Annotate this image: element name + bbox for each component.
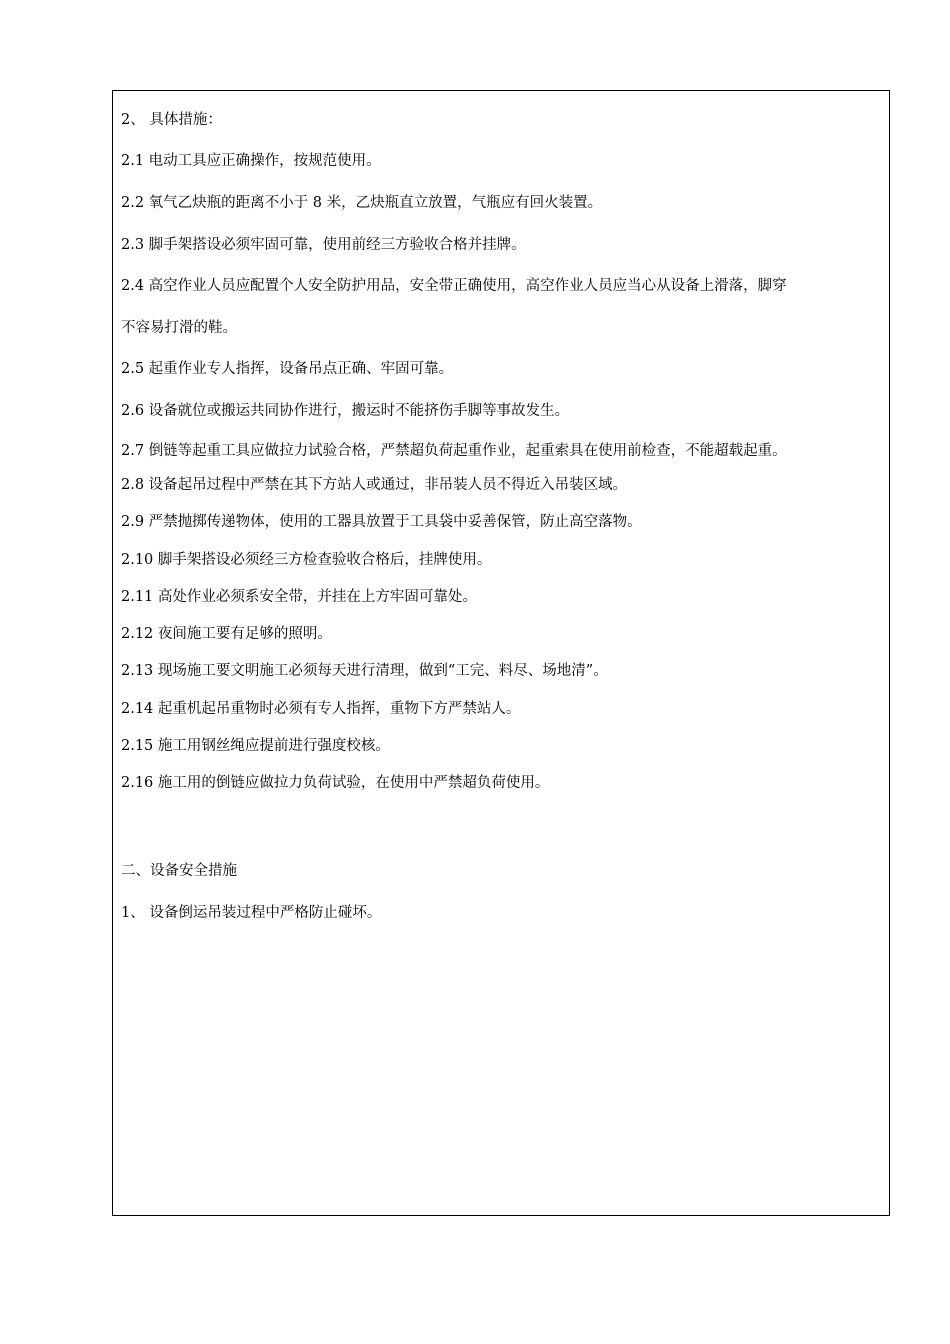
document-frame [112, 90, 890, 1216]
list-item: 2.12 夜间施工要有足够的照明。 [121, 626, 332, 642]
list-item: 2.5 起重作业专人指挥，设备吊点正确、牢固可靠。 [121, 361, 454, 377]
list-item: 2.10 脚手架搭设必须经三方检查验收合格后，挂牌使用。 [121, 552, 492, 568]
list-item: 2.8 设备起吊过程中严禁在其下方站人或通过，非吊装人员不得近入吊装区域。 [121, 477, 628, 493]
section-heading-equipment-safety: 二、设备安全措施 [121, 863, 237, 879]
list-item: 2.1 电动工具应正确操作，按规范使用。 [121, 153, 381, 169]
list-item: 2.9 严禁抛掷传递物体，使用的工器具放置于工具袋中妥善保管，防止高空落物。 [121, 514, 642, 530]
list-item: 1、 设备倒运吊装过程中严格防止碰坏。 [121, 905, 382, 921]
list-item: 2.7 倒链等起重工具应做拉力试验合格，严禁超负荷起重作业，起重索具在使用前检查，不能超载起重。 [121, 443, 787, 459]
list-item: 2.16 施工用的倒链应做拉力负荷试验，在使用中严禁超负荷使用。 [121, 775, 550, 791]
list-item: 2.15 施工用钢丝绳应提前进行强度校核。 [121, 738, 390, 754]
list-item: 2.11 高处作业必须系安全带，并挂在上方牢固可靠处。 [121, 589, 477, 605]
section-heading-measures: 2、 具体措施： [121, 112, 222, 128]
list-item: 2.4 高空作业人员应配置个人安全防护用品，安全带正确使用，高空作业人员应当心从设备上滑落，脚穿 [121, 278, 787, 294]
list-item: 2.13 现场施工要文明施工必须每天进行清理，做到“工完、料尽、场地清”。 [121, 663, 608, 679]
list-item-continuation: 不容易打滑的鞋。 [121, 320, 237, 336]
list-item: 2.2 氧气乙炔瓶的距离不小于 8 米，乙炔瓶直立放置，气瓶应有回火装置。 [121, 195, 603, 211]
list-item: 2.6 设备就位或搬运共同协作进行，搬运时不能挤伤手脚等事故发生。 [121, 403, 570, 419]
list-item: 2.14 起重机起吊重物时必须有专人指挥，重物下方严禁站人。 [121, 701, 521, 717]
list-item: 2.3 脚手架搭设必须牢固可靠，使用前经三方验收合格并挂牌。 [121, 237, 526, 253]
